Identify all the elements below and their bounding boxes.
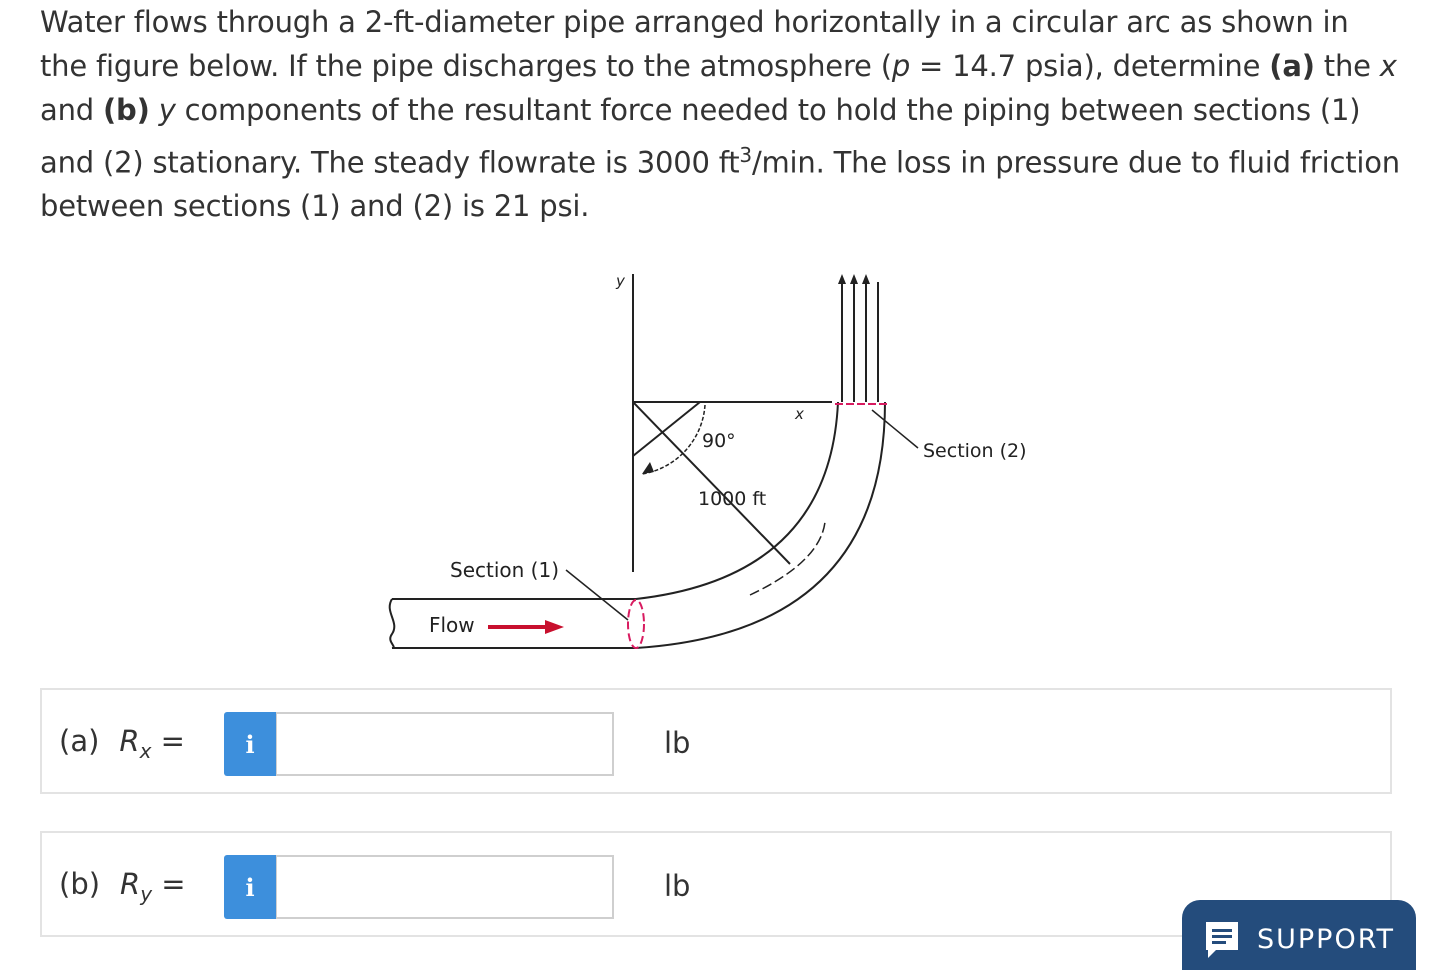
superscript-3: 3 [739, 142, 752, 167]
problem-text: = 14.7 psia), determine [910, 49, 1270, 84]
x-axis-label: x [795, 405, 804, 423]
problem-text: components of the resultant force needed to hold the piping between sections (1) and (2) stationary. The steady flowrate is 3000 ft [40, 93, 1361, 180]
angle-arrowhead [642, 462, 654, 474]
variable-subscript: y [140, 881, 153, 906]
answer-input-rx[interactable] [276, 712, 614, 776]
answer-input-ry[interactable] [276, 855, 614, 919]
exit-arrowhead [838, 274, 846, 284]
exit-arrowhead [862, 274, 870, 284]
problem-text: the [1314, 49, 1380, 84]
equals-sign: = [151, 724, 185, 758]
section2-leader [872, 410, 918, 448]
section1-leader [566, 570, 628, 620]
part-b-label: (b) [102, 93, 150, 128]
radius-line [633, 402, 790, 564]
variable-name: R [120, 867, 141, 901]
y-var: y [158, 93, 176, 128]
section1-label: Section (1) [450, 558, 559, 582]
angle-arc [642, 405, 705, 474]
variable-subscript: x [139, 738, 152, 763]
flow-label: Flow [429, 613, 475, 637]
problem-text: and [40, 93, 103, 128]
answer-label-a [59, 724, 185, 763]
unit-label: lb [664, 726, 691, 760]
support-label: SUPPORT [1257, 924, 1396, 955]
equals-sign: = [152, 867, 186, 901]
part-label: (b) [59, 867, 101, 901]
y-axis-label: y [616, 272, 625, 290]
x-var: x [1379, 49, 1397, 84]
flow-arrowhead [545, 620, 564, 634]
section2-label: Section (2) [923, 440, 1027, 462]
pressure-var: p [891, 49, 911, 84]
radius-label: 1000 ft [698, 488, 767, 510]
section1-mark [628, 600, 644, 648]
info-button[interactable]: i [224, 712, 276, 776]
exit-arrowhead [850, 274, 858, 284]
radius-line-2 [633, 402, 700, 456]
part-label: (a) [59, 724, 100, 758]
answer-label-b [59, 867, 186, 906]
answer-row-a [40, 688, 1392, 794]
pipe-diagram [380, 262, 1060, 662]
chat-icon [1204, 920, 1240, 960]
problem-text: Water flows through a 2-ft-diameter pipe arranged horizontally in a circular arc as shown in the figure below. If the pipe discharges to the atmosphere ( [40, 5, 1349, 84]
problem-text: /min. The loss in pressure due to fluid friction between sections (1) and (2) is 21 psi. [40, 145, 1400, 224]
problem-statement [40, 0, 1400, 229]
pipe-figure [380, 262, 1060, 662]
angle-label: 90° [702, 430, 736, 452]
curved-outer-wall [636, 402, 885, 648]
info-button[interactable]: i [224, 855, 276, 919]
variable-name: R [119, 724, 140, 758]
part-a-label: (a) [1269, 49, 1315, 84]
pipe-break [390, 599, 395, 648]
unit-label: lb [664, 869, 691, 903]
